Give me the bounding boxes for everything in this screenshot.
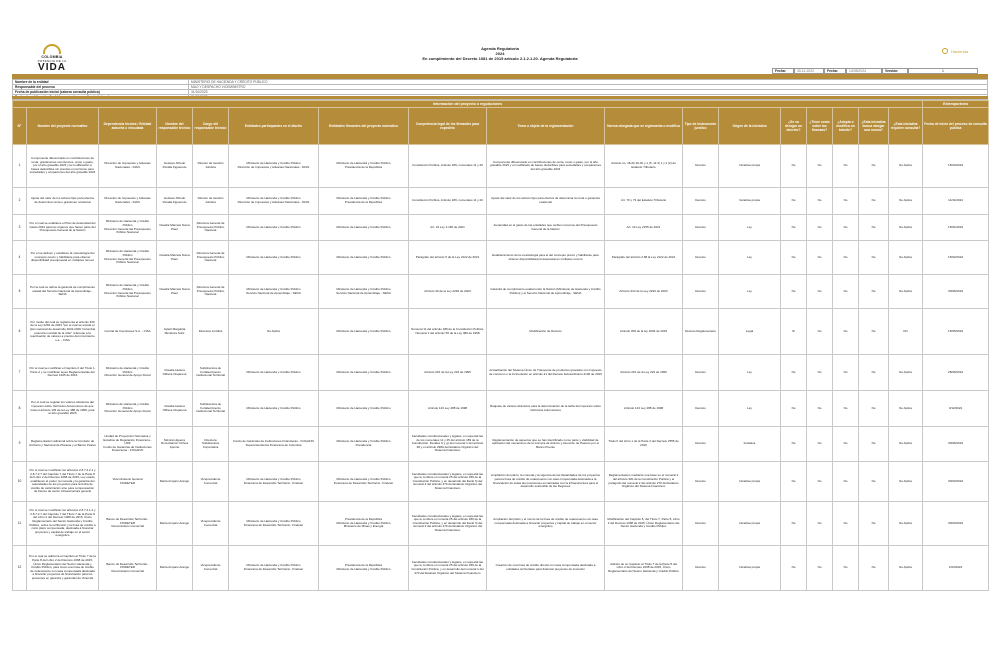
table-cell: No bbox=[833, 502, 859, 546]
meta-fecha-label: Fecha: bbox=[772, 68, 794, 74]
document-year: 2024 bbox=[495, 51, 505, 56]
table-cell: No bbox=[781, 145, 807, 188]
table-cell: Decreto bbox=[683, 546, 719, 591]
table-cell: Ministerio de Hacienda y Crédito Público Dirección General del Presupuesto Público Nacional bbox=[99, 241, 157, 275]
table-cell: Ministerio de Hacienda y Crédito Público Financiera de Desarrollo Territorial - Findeter bbox=[319, 462, 409, 502]
table-cell: Directora Subdirectora Corporativa bbox=[193, 427, 229, 462]
table-cell: María Amparo Arango bbox=[157, 546, 193, 591]
table-cell: No Aplica bbox=[889, 391, 923, 427]
column-header: N° bbox=[13, 108, 27, 145]
table-cell: Decreto Reglamentario bbox=[683, 309, 719, 355]
table-cell: 28/06/2024 bbox=[923, 355, 989, 391]
meta-fecha-value: 30-11-2022 bbox=[794, 68, 824, 74]
table-row bbox=[13, 546, 989, 591]
row-number: 2 bbox=[13, 188, 27, 215]
row-number: 9 bbox=[13, 427, 27, 462]
column-header: Norma otorgada que se reglamenta o modifica bbox=[605, 108, 683, 145]
table-cell: Directora Jurídica bbox=[193, 309, 229, 355]
table-cell: Artículo 215 de la Ley 223 de 1995 bbox=[409, 355, 487, 391]
table-cell: Iniciativa propia bbox=[719, 188, 781, 215]
table-row bbox=[13, 355, 989, 391]
column-header: ¿Se va derogar un decreto? bbox=[781, 108, 807, 145]
table-cell: Directora General de Presupuesto Público Nacional bbox=[193, 241, 229, 275]
table-row bbox=[13, 309, 989, 355]
table-cell: Ampliación del plazo y el monto de la línea de crédito de redescuento con tasa compensada destinada a financiar proyectos y capital de trabajo en el sector energético bbox=[487, 502, 605, 546]
table-cell: Artículo 216 de la Ley 223 de 1995 bbox=[605, 355, 683, 391]
table-cell: Decreto bbox=[683, 188, 719, 215]
row-number: 6 bbox=[13, 309, 27, 355]
table-cell: No bbox=[781, 241, 807, 275]
table-cell: No Aplica bbox=[889, 215, 923, 241]
table-cell: No bbox=[859, 145, 889, 188]
table-cell: Legal bbox=[719, 309, 781, 355]
table-cell: Por el cual se modifican los artículos 2.8.7.2.2.1 y 2.8.7.2.7 del Capítulo 7 del Título 7 de la Parte 8 del Libro 2 del Decreto 1068 de 2015, Ley usado, establecen el poder, la moneda y la garantía del autoridades de los proyectos para la fecha de crédito de valorización sino para compensación de bienes de sector infraestructura general bbox=[27, 462, 99, 502]
table-cell: Actualización del Sistema Único de Transporte de productos gravados con Impuesto de consumo o la incineración en artículo 21 del Decreto Extraordinario 2106 de 2019 bbox=[487, 355, 605, 391]
table-cell: No Aplica bbox=[889, 546, 923, 591]
table-cell: Iniciativa propia bbox=[719, 546, 781, 591]
table-cell: 30/03/2024 bbox=[923, 502, 989, 546]
table-cell: Facultades constitucionales y legales, en especial las que le confiere el numeral 25 del artículo 189 de la Constitución Política, y en desarrollo del literal h) del numeral 2 del artículo 270 del Estatuto Orgánico del Sistema Financiero bbox=[409, 502, 487, 546]
table-cell: Decreto bbox=[683, 391, 719, 427]
column-header: Cargo del responsable técnico bbox=[193, 108, 229, 145]
table-cell: No bbox=[833, 215, 859, 241]
table-cell: Director de Gestión Jurídica bbox=[193, 188, 229, 215]
table-cell: No bbox=[807, 546, 833, 591]
table-cell: No bbox=[859, 188, 889, 215]
section-gold-bar bbox=[12, 96, 988, 99]
table-row bbox=[13, 215, 989, 241]
table-cell: Ministerio de Hacienda y Crédito Público Dirección General de Apoyo Fiscal bbox=[99, 391, 157, 427]
table-cell: Art. 70 y 73 del Estatuto Tributario bbox=[605, 188, 683, 215]
table-cell: No bbox=[833, 145, 859, 188]
table-cell: Claudia Helena Olibera Orejarena bbox=[157, 355, 193, 391]
meta-version-value: 1 bbox=[908, 68, 978, 74]
logo-line-3: VIDA bbox=[38, 62, 66, 73]
table-cell: Ley bbox=[719, 241, 781, 275]
info-value: MAO Y DESPACHO VICEMINISTRO bbox=[189, 85, 988, 90]
row-number: 8 bbox=[13, 391, 27, 427]
table-cell: Gustavo Alfredo Peralta Figueredo bbox=[157, 188, 193, 215]
table-cell: No Aplica bbox=[889, 145, 923, 188]
table-cell: No Aplica bbox=[889, 427, 923, 462]
table-cell: Iniciativa propia bbox=[719, 462, 781, 502]
table-cell: Facultades constitucionales y legales, en especial las de los numerales 11 y 25 del artículo 189 de la Constitución, literales f) y g) del numeral 1 del artículo 48 y el artículo 298A del Estatuto Orgánico del Sistema Financiero bbox=[409, 427, 487, 462]
table-cell: Ministerio de Hacienda y Crédito Público Servicio Nacional de Aprendizaje - SENA bbox=[319, 275, 409, 309]
table-cell: Ministerio de Hacienda y Crédito Público Dirección General del Presupuesto Público Nacional bbox=[99, 215, 157, 241]
table-row bbox=[13, 145, 989, 188]
table-cell: Art. 19 Ley 2155 de 2021 bbox=[605, 215, 683, 241]
column-header: Tema u objeto de la reglamentación bbox=[487, 108, 605, 145]
table-cell: No Aplica bbox=[889, 188, 923, 215]
table-cell: Por el cual se modifican el Capítulo 2 del Título 1, Parte 2 y se modifican leyes Reglamentarias del Decreto 1625 de 2016 bbox=[27, 355, 99, 391]
table-cell: Directora General de Presupuesto Público Nacional bbox=[193, 215, 229, 241]
table-cell: No Aplica bbox=[889, 355, 923, 391]
table-cell: Por el cual se adiciona el Capítulo al Título 7 de la Parte 8 del Libro 2 del Decreto 1068 de 2015, Único Reglamentario del Sector Hacienda y Crédito Público, para crear una línea de crédito de redescuento con tasa compensada destinada a financiar proyectos de financiación para los presentes en garantía y garantías de Vivienda bbox=[27, 546, 99, 591]
table-cell: Claudia Helena Olibera Orejarena bbox=[157, 391, 193, 427]
meta-fecha2-value: 14/08/2024 bbox=[846, 68, 882, 74]
table-cell: No bbox=[807, 502, 833, 546]
table-cell: Ministerio de Hacienda y Crédito Público Dirección General de Apoyo Fiscal bbox=[99, 355, 157, 391]
table-cell: Viceprecidente Comercial bbox=[193, 546, 229, 591]
column-header: Tipo de instrumento jurídico bbox=[683, 108, 719, 145]
table-cell: No bbox=[833, 427, 859, 462]
table-cell: Por el cual se establece el Plan de Austeridad del Gasto 2024 para los órganos que hacen parte del Presupuesto General de la Nación bbox=[27, 215, 99, 241]
table-cell: No bbox=[781, 391, 807, 427]
table-cell: 15/01/2024 bbox=[923, 215, 989, 241]
table-cell: No bbox=[833, 462, 859, 502]
meta-fecha2-label: Fecha: bbox=[824, 68, 846, 74]
table-cell: María Amparo Arango bbox=[157, 502, 193, 546]
table-cell: Reajuste de valores absolutos para la determinación de la tarifa del impuesto sobre Vehículos Automotores bbox=[487, 391, 605, 427]
table-cell: 14/11/2024 bbox=[923, 188, 989, 215]
table-cell: No bbox=[781, 546, 807, 591]
table-cell: María Amparo Arango bbox=[157, 462, 193, 502]
table-group-header-row bbox=[13, 101, 989, 108]
table-cell: No bbox=[859, 275, 889, 309]
table-cell: Ministerio de Hacienda y Crédito Público Financiera de Desarrollo Territorial - Findeter bbox=[229, 546, 319, 591]
table-cell: Ministerio de Hacienda y Crédito Público bbox=[229, 241, 319, 275]
table-row bbox=[13, 391, 989, 427]
table-cell: Artículo 143 Ley 488 de 1998 bbox=[409, 391, 487, 427]
table-cell: Ministerio de Hacienda y Crédito Público bbox=[319, 241, 409, 275]
row-number: 1 bbox=[13, 145, 27, 188]
table-cell: No Aplica bbox=[889, 502, 923, 546]
row-number: 7 bbox=[13, 355, 27, 391]
table-cell: Ministerio de Hacienda y Crédito Público bbox=[319, 215, 409, 241]
table-cell: Parágrafo del artículo 5 de la Ley 2122 de 2021 bbox=[409, 241, 487, 275]
table-cell: No bbox=[781, 462, 807, 502]
table-cell: Adición de un Capítulo al Título 7 de la Parte 8 del Libro 2 del Decreto 1068 de 2015, Único Reglamentario del Sector Hacienda y Crédito Público bbox=[605, 546, 683, 591]
table-cell: Establecimiento de la metodología para el del concepto previo y habilitante para obtener disponibilidad presupuestal en múltiples renovó bbox=[487, 241, 605, 275]
table-cell: 30/06/2024 bbox=[923, 427, 989, 462]
table-cell: Director de Gestión Jurídica bbox=[193, 145, 229, 188]
table-cell: Unidad de Proyección Normativa y Estudios de Regulación Financiera - URF Fondo de Garantías de Instituciones Financieras - FOGAFIN bbox=[99, 427, 157, 462]
table-cell: No bbox=[859, 355, 889, 391]
info-label: Responsable del proceso bbox=[13, 85, 189, 90]
column-header: Dependencia técnica / Entidad adscrita o vinculada bbox=[99, 108, 157, 145]
table-cell: Ampliación del plazo, la moneda y la vigencia de las titularidades de los proyectos para la línea de crédito de redescuento con tasa compensada destinada a la financiación de todas las inversiones enmarcadas con la infraestructura para el desarrollo sostenible de las Regiones bbox=[487, 462, 605, 502]
table-cell: Decreto bbox=[683, 145, 719, 188]
table-cell: Decreto bbox=[683, 462, 719, 502]
table-cell: No Aplica bbox=[889, 275, 923, 309]
table-cell: Garantía de cumplimiento estatal entre la Nación (Ministerio de Hacienda y Crédito Público) y el Servicio Nacional de Aprendizaje - SENA bbox=[487, 275, 605, 309]
table-cell: Ministerio de Hacienda y Crédito Público bbox=[229, 391, 319, 427]
table-cell: Art. 19 Ley 2.166 de 2021 bbox=[409, 215, 487, 241]
table-cell: Artículo 1o, 18-2b 40-3b y 1 (5, 11.3) 1 y 1 (2) de Estatuto Tributario bbox=[605, 145, 683, 188]
table-cell: Gustavo Alfredo Peralta Figueredo bbox=[157, 145, 193, 188]
table-cell: No bbox=[781, 188, 807, 215]
table-cell: Subdirectora de Fortalecimiento Institucional Territorial bbox=[193, 355, 229, 391]
table-cell: Iniciativa propia bbox=[719, 502, 781, 546]
table-cell: No bbox=[859, 391, 889, 427]
table-cell: Ministerio de Hacienda y Crédito Público Dirección de Impuestos y Aduanas Nacionales - DIAN bbox=[229, 145, 319, 188]
table-cell: Artículo 143 Ley 488 de 1998 bbox=[605, 391, 683, 427]
table-cell: Ley bbox=[719, 215, 781, 241]
table-cell: Decreto bbox=[683, 355, 719, 391]
table-cell: Reglamentación adicional sobre la Comisión de Archivos y Nacional de Planeas y el Banco Pasivo bbox=[27, 427, 99, 462]
group-header-info: Información del proyecto o regulaciones bbox=[13, 101, 923, 108]
table-cell: Austeridad en el gasto de las entidades que reciben recursos del Presupuesto General de la Nación bbox=[487, 215, 605, 241]
logo-line-1: COLOMBIA bbox=[41, 55, 63, 59]
table-cell: Decreto bbox=[683, 215, 719, 241]
table-cell: No bbox=[807, 275, 833, 309]
group-header-extra: Extemporáneo bbox=[923, 101, 989, 108]
table-cell: Presidencia de la República Ministerio de Hacienda y Crédito Público Ministerio de Minas y Energía bbox=[319, 502, 409, 546]
table-cell: Sí bbox=[781, 309, 807, 355]
table-cell: 15/05/2024 bbox=[923, 309, 989, 355]
table-cell: 15/04/2024 bbox=[923, 145, 989, 188]
document-title: Agenda Regulatoria bbox=[481, 46, 519, 51]
table-cell: No bbox=[833, 546, 859, 591]
table-cell: No bbox=[807, 427, 833, 462]
table-cell: No bbox=[859, 546, 889, 591]
table-cell: No bbox=[859, 309, 889, 355]
table-cell: Modificación de Decreto bbox=[487, 309, 605, 355]
table-cell: No bbox=[833, 275, 859, 309]
table-cell: No bbox=[807, 462, 833, 502]
table-cell: Ministerio de Hacienda y Crédito Público Presidencia de la República bbox=[319, 188, 409, 215]
table-cell: Por el cual se modifican los artículos 2.8.7.2.1.2 y 2.8.7.2.7 del Capítulo 7 del Título 7 de la Parte 8 del Libro 2 del Decreto 1068 de 2015, Único Reglamentario del Sector Hacienda y Crédito Público, sobre la retribución y la línea de crédito a corto plazo compensada, destinada a financiar proyectos y capital de trabajo en el sector energético bbox=[27, 502, 99, 546]
table-cell: Artículo 30 de la Ley 2294 de 2023 bbox=[409, 275, 487, 309]
hacienda-label: Hacienda bbox=[951, 48, 968, 54]
table-cell: Parágrafo del artículo 2.68 la Ley 2122 de 2021 bbox=[605, 241, 683, 275]
table-cell: Ministerio de Hacienda y Crédito Público Presidencia bbox=[319, 427, 409, 462]
table-row bbox=[13, 502, 989, 546]
table-cell: 3/12/2024 bbox=[923, 391, 989, 427]
meta-version-label: Versión: bbox=[882, 68, 908, 74]
table-cell: NO bbox=[889, 309, 923, 355]
table-cell: Subdirectora de Fortalecimiento Institucional Territorial bbox=[193, 391, 229, 427]
table-cell: No bbox=[781, 275, 807, 309]
table-row bbox=[13, 427, 989, 462]
table-cell: No bbox=[859, 427, 889, 462]
table-cell: Directora General de Presupuesto Público Nacional bbox=[193, 275, 229, 309]
table-cell: Facultades constitucionales y legales, en especial las que le confiere el numeral 25 del artículo 189 de la Constitución Política, y en desarrollo del literal h) del numeral 2 del artículo 270 del Estatuto Orgánico del Sistema Financiero bbox=[409, 462, 487, 502]
table-cell: No bbox=[807, 391, 833, 427]
table-cell: Dirección de Impuestos y Aduanas Nacionales - DIAN bbox=[99, 188, 157, 215]
column-header: ¿Esta iniciativa busca otorgar una norma? bbox=[859, 108, 889, 145]
table-cell: Constitución Política, Artículo 189, numerales 11 y 20 bbox=[409, 188, 487, 215]
table-cell: Artículo 310 de la Ley 2294 de 2023 bbox=[605, 275, 683, 309]
table-cell: No Aplica bbox=[889, 462, 923, 502]
table-cell: Ministerio de Hacienda y Crédito Público bbox=[229, 215, 319, 241]
table-cell: Ministerio de Hacienda y Crédito Público Dirección General del Presupuesto Público Nacional bbox=[99, 275, 157, 309]
column-header: ¿Esta iniciativa requiere consulta? bbox=[889, 108, 923, 145]
table-row bbox=[13, 275, 989, 309]
table-cell: No bbox=[859, 241, 889, 275]
table-cell: Claudia Marcela Numa Páez bbox=[157, 215, 193, 241]
table-cell: Fondo de Garantías de Instituciones Financieras - FOGAFIN Superintendencia Financiera de Colombia bbox=[229, 427, 319, 462]
table-cell: Iniciativa propia bbox=[719, 145, 781, 188]
row-number: 5 bbox=[13, 275, 27, 309]
table-cell: No bbox=[833, 309, 859, 355]
table-cell: 30/03/2024 bbox=[923, 462, 989, 502]
column-header: Fecha de inicio del proceso de consulta pública bbox=[923, 108, 989, 145]
column-header: ¿Tiene costo sobre las finanzas? bbox=[807, 108, 833, 145]
table-cell: No bbox=[781, 215, 807, 241]
table-cell: Componente diferenciado en contribuciones de renta, costo o gasto, por el año gravable 2023 y el modificado de bases deducibles para sociedades y ocupaciones del año gravable 2024 bbox=[487, 145, 605, 188]
table-cell: Reglamentación mediante una base en el numeral 2 del artículo 320 de la Constitución Política y el parágrafo del numeral 2 del artículo 270 del Estatuto Orgánico del Sistema Financiero bbox=[605, 462, 683, 502]
table-cell: Claudia Marcela Numa Páez bbox=[157, 275, 193, 309]
info-value: 31/10/2023 bbox=[189, 90, 988, 95]
table-cell: No bbox=[859, 502, 889, 546]
table-cell: No bbox=[833, 188, 859, 215]
row-number: 10 bbox=[13, 462, 27, 502]
table-cell: No bbox=[859, 462, 889, 502]
table-cell: Título II del Libro 1 de la Parte 2 del Decreto 2555 de 2010 bbox=[605, 427, 683, 462]
table-cell: No bbox=[859, 215, 889, 241]
table-cell: Ministerio de Hacienda y Crédito Público Servicio Nacional de Aprendizaje - SENA bbox=[229, 275, 319, 309]
column-header: Entidades firmantes del proyecto normativo bbox=[319, 108, 409, 145]
row-number: 3 bbox=[13, 215, 27, 241]
table-cell: Viceprecidente Comercial bbox=[193, 502, 229, 546]
info-label: Nombre de la entidad bbox=[13, 80, 189, 85]
table-cell: Decreto bbox=[683, 427, 719, 462]
table-cell: Decreto bbox=[683, 502, 719, 546]
column-header: Entidades participantes en el diseño bbox=[229, 108, 319, 145]
table-cell: Ministerio de Hacienda y Crédito Público bbox=[229, 355, 319, 391]
table-cell: Ley bbox=[719, 275, 781, 309]
info-value: MINISTERIO DE HACIENDA Y CRÉDITO PÚBLICO bbox=[189, 80, 988, 85]
document-title-block bbox=[0, 46, 1000, 61]
column-header: Origen de la iniciativa bbox=[719, 108, 781, 145]
table-row bbox=[13, 462, 989, 502]
table-column-header-row bbox=[13, 108, 989, 145]
table-cell: Ministerio de Hacienda y Crédito Público bbox=[319, 309, 409, 355]
table-cell: Componente diferenciado en contribuciones de renta, gravámenes económicos, costo o gasto, por el año gravable 2023 y la modificación a bases deducibles sin previsto en términos para sociedades y ocupaciones del año gravable 2024 bbox=[27, 145, 99, 188]
table-cell: 1/03/2024 bbox=[923, 546, 989, 591]
table-cell: No bbox=[807, 215, 833, 241]
table-cell: Decreto bbox=[683, 275, 719, 309]
table-cell: Banco de Desarrollo Territorial - FINDETER Viceministerio Comercial bbox=[99, 546, 157, 591]
table-cell: Facultades constitucionales y legales, en especial las que le confiere el numeral 25 del artículo 189 de la Constitución Política, y en desarrollo del numeral 1 del 270 del Estatuto Orgánico del Sistema Financiero bbox=[409, 546, 487, 591]
column-header: Nombre del responsable técnico bbox=[157, 108, 193, 145]
table-cell: Modificación del Capítulo 8, del Título 7, Parte 8, Libro 2 del Decreto 1068 de 2015, Único Reglamentario del Sector Hacienda y Crédito Público bbox=[605, 502, 683, 546]
table-cell: Central de Inversiones S.A. - CISA bbox=[99, 309, 157, 355]
table-cell: No Aplica bbox=[889, 241, 923, 275]
table-cell: Ministerio de Hacienda y Crédito Público Dirección de Impuestos y Aduanas Nacionales - DIAN bbox=[229, 188, 319, 215]
table-cell: Ministerio de Hacienda y Crédito Público Financiera de Desarrollo Territorial - Findeter bbox=[229, 462, 319, 502]
info-label: Fecha de publicación inicial (cabeza consulta pública) bbox=[13, 90, 189, 95]
row-number: 11 bbox=[13, 502, 27, 546]
table-cell: Por medio del cual se reglamenta el artículo 300 de la Ley 2294 de 2023 "por el cual se expide el plan nacional de desarrollo 2022-2026 'Colombia potencia mundial de la vida'" referente a la reactivación de valores a precios del movimiento s.a. - CISA bbox=[27, 309, 99, 355]
table-cell: Ayliett Margarita Mendoza Solís bbox=[157, 309, 193, 355]
table-cell: Ajuste del valor de los activos fijos para efectos de determinar renta o gravamen ocasional bbox=[27, 188, 99, 215]
table-cell: No bbox=[807, 188, 833, 215]
table-cell: Reglamentación de aspectos que se han identificado como parte y viabilidad de aplicación del mecanismo de la Compra de Activos y Asunción de Pasivos por el Banco Puente bbox=[487, 427, 605, 462]
table-cell: No Aplica bbox=[229, 309, 319, 355]
table-cell: No bbox=[781, 427, 807, 462]
table-cell: Por la cual se define la garantía de cumplimiento estatal del Servicio Nacional de Aprendizaje - SENA bbox=[27, 275, 99, 309]
table-cell: No bbox=[807, 241, 833, 275]
row-number: 12 bbox=[13, 546, 27, 591]
table-cell: Por el se definen y establece la metodología del concepto previo y habilitante para obtener disponibilidad presupuestal en múltiples renovó bbox=[27, 241, 99, 275]
table-row bbox=[13, 188, 989, 215]
table-cell: No bbox=[833, 241, 859, 275]
table-cell: No bbox=[807, 355, 833, 391]
row-number: 4 bbox=[13, 241, 27, 275]
table-cell: No bbox=[807, 145, 833, 188]
table-cell: Banco de Desarrollo Territorial - FINDETER Viceministerio Comercial bbox=[99, 502, 157, 546]
table-cell: Ley bbox=[719, 391, 781, 427]
logo-line-2: POTENCIA DE LA bbox=[37, 59, 67, 63]
table-cell: Ley bbox=[719, 355, 781, 391]
table-cell: No bbox=[781, 502, 807, 546]
column-header: Competencia legal de los firmantes para expedirlo bbox=[409, 108, 487, 145]
table-cell: 30/06/2024 bbox=[923, 275, 989, 309]
table-cell: Artículo 300 de la ley 2294 de 2023 bbox=[605, 309, 683, 355]
table-cell: Decreto bbox=[683, 241, 719, 275]
table-cell: Por el cual se regulan los valores absolutos del impuesto sobre Vehículos Automotores de que trata el artículo 145 de la Ley 488 de 1998, para el año gravable 2025 bbox=[27, 391, 99, 427]
table-cell: Numeral 11 del artículo 189 de la Constitución Política; Numeral 1 del artículo 56 de la Ley 489 de 1998 bbox=[409, 309, 487, 355]
document-subtitle: En cumplimiento del Decreto 1081 de 2015 artículo 2.1.2.1.20. Agenda Regulatoria bbox=[422, 56, 578, 61]
table-cell: Iniciativa bbox=[719, 427, 781, 462]
table-cell: Creación de una línea de crédito directa con tasa compensada destinada a entidades territoriales para financiar proyectos de inversión bbox=[487, 546, 605, 591]
table-cell: Claudia Marcela Numa Páez bbox=[157, 241, 193, 275]
table-row bbox=[13, 241, 989, 275]
column-header: ¿Adopta o modifica un trámite? bbox=[833, 108, 859, 145]
table-cell: No bbox=[833, 391, 859, 427]
table-cell: Constitución Política, Artículo 189, numerales 11 y 20 bbox=[409, 145, 487, 188]
table-cell: Dirección de Impuestos y Aduanas Nacionales - DIAN bbox=[99, 145, 157, 188]
table-cell: No bbox=[807, 309, 833, 355]
table-cell: Presidencia de la República Ministerio de Hacienda y Crédito Público bbox=[319, 546, 409, 591]
table-cell: Ministerio de Hacienda y Crédito Público Presidencia de la República bbox=[319, 145, 409, 188]
table-cell: Viceministerio General FINDETER bbox=[99, 462, 157, 502]
table-cell: No bbox=[833, 355, 859, 391]
table-cell: 15/02/2024 bbox=[923, 241, 989, 275]
agenda-table bbox=[12, 100, 989, 591]
table-cell: No bbox=[781, 355, 807, 391]
table-cell: Ministerio de Hacienda y Crédito Público bbox=[319, 391, 409, 427]
table-cell: Mónica Higuera Dora Alarcón Ochoa Aponte bbox=[157, 427, 193, 462]
table-cell: Viceprecidente Comercial bbox=[193, 462, 229, 502]
table-cell: Ministerio de Hacienda y Crédito Público bbox=[319, 355, 409, 391]
column-header: Nombre del proyecto normativo bbox=[27, 108, 99, 145]
table-cell: Ministerio de Hacienda y Crédito Público Financiera de Desarrollo Territorial - Findeter bbox=[229, 502, 319, 546]
table-cell: Ajuste del valor de los activos fijos para efectos de determinar la renta o ganancia ocasional bbox=[487, 188, 605, 215]
